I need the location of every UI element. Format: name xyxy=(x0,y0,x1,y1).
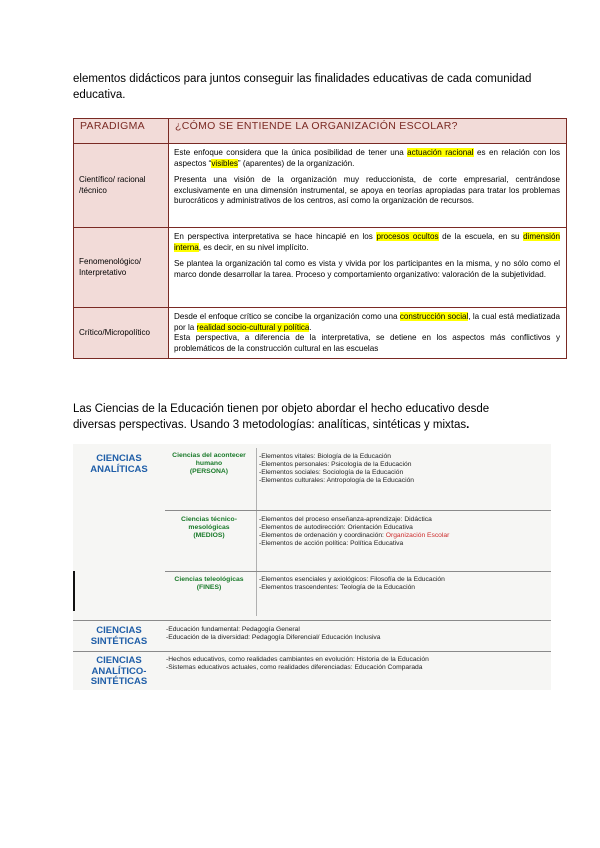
table-row xyxy=(74,228,567,308)
highlight-text: construcción social xyxy=(399,312,469,321)
paradigm-description: Este enfoque considera que la única posibilidad de tener una actuación racional es en relación con los aspectos “visibles” (aparentes) de la organización. Presenta una visión de la organización muy reduccionista, de corte empresarial, centrándose exclusivamente en una dimensión instrumental, se apoya en teorías apropiadas para tratar los problemas burocráticos y administrativos de los centros, así como la organización de recursos. xyxy=(169,144,567,228)
highlight-text: visibles xyxy=(211,158,238,168)
paradigm-table xyxy=(73,118,567,359)
subcategory-fines: Ciencias teleológicas (FINES) xyxy=(174,576,244,591)
second-paragraph: Las Ciencias de la Educación tienen por objeto abordar el hecho educativo desde diversas perspectivas. Usando 3 metodologías: analíticas, sintéticas y mixtas. xyxy=(73,403,490,431)
list-analitico-sinteticas: -Hechos educativos, como realidades cambiantes en evolución: Historia de la Educación -Sistemas educativos actuales, como realidades diferenciadas: Educación Comparada xyxy=(166,656,429,671)
paradigm-label: Fenomenológico/ Interpretativo xyxy=(74,228,169,308)
category-analiticas: CIENCIAS ANALÍTICAS xyxy=(90,453,148,475)
header-organizacion: ¿CÓMO SE ENTIENDE LA ORGANIZACIÓN ESCOLAR? xyxy=(169,119,567,144)
paradigm-description: En perspectiva interpretativa se hace hincapié en los procesos ocultos de la escuela, en su dimensión interna, es decir, en su nivel implícito. Se plantea la organización tal como es vista y vivida por los participantes en la misma, y no sólo como el marco donde desarrollar la tarea. Proceso y comportamiento organizativo: valoración de la subjetividad. xyxy=(169,228,567,308)
subcategory-persona: Ciencias del acontecer humano (PERSONA) xyxy=(172,452,246,475)
table-row xyxy=(74,144,567,228)
list-medios: -Elementos del proceso enseñanza-aprendizaje: Didáctica -Elementos de autodirección: Orientación Educativa -Elementos de ordenación y coordinación: Organización Escolar -Elementos de acción política: Política Educativa xyxy=(259,516,450,547)
paradigm-label: Científico/ racional /técnico xyxy=(74,144,169,228)
table-header-row xyxy=(74,119,567,144)
intro-paragraph: elementos didácticos para juntos conseguir las finalidades educativas de cada comunidad educativa. xyxy=(73,73,532,101)
category-analitico-sinteticas: CIENCIAS ANALÍTICO-SINTÉTICAS xyxy=(90,655,148,687)
highlight-text: realidad socio-cultural y política xyxy=(196,322,310,332)
divider-horizontal xyxy=(165,510,551,511)
education-sciences-figure xyxy=(73,444,551,690)
header-paradigma: PARADIGMA xyxy=(74,119,169,144)
divider-vertical xyxy=(256,448,257,616)
subcategory-medios: Ciencias técnico-mesológicas (MEDIOS) xyxy=(181,516,237,539)
table-row xyxy=(74,308,567,359)
paradigm-description: Desde el enfoque crítico se concibe la organización como una construcción social, la cual está mediatizada por la realidad socio-cultural y política. Esta perspectiva, a diferencia de la interpretativa, se detiene en los aspectos más conflictivos y problemáticos de la construcción cultural en las escuelas xyxy=(169,308,567,359)
highlight-text: actuación racional xyxy=(407,148,474,157)
list-fines: -Elementos esenciales y axiológicos: Filosofía de la Educación -Elementos trascendentes: Teología de la Educación xyxy=(259,576,445,591)
list-persona: -Elementos vitales: Biología de la Educación -Elementos personales: Psicología de la Educación -Elementos sociales: Sociología de la Educación -Elementos culturales: Antropología de la Educación xyxy=(259,453,415,484)
divider-horizontal xyxy=(73,651,551,652)
paradigm-label: Crítico/Micropolítico xyxy=(74,308,169,359)
divider-horizontal xyxy=(73,620,551,621)
list-sinteticas: -Educación fundamental: Pedagogía General -Educación de la diversidad: Pedagogía Diferencial/ Educación Inclusiva xyxy=(166,626,381,641)
figure-left-bar xyxy=(73,571,75,611)
highlight-organizacion-escolar: Organización Escolar xyxy=(385,531,450,539)
highlight-text: dimensión interna xyxy=(174,232,560,252)
divider-horizontal xyxy=(165,571,551,572)
category-sinteticas: CIENCIAS SINTÉTICAS xyxy=(90,625,148,647)
highlight-text: procesos ocultos xyxy=(376,232,439,241)
